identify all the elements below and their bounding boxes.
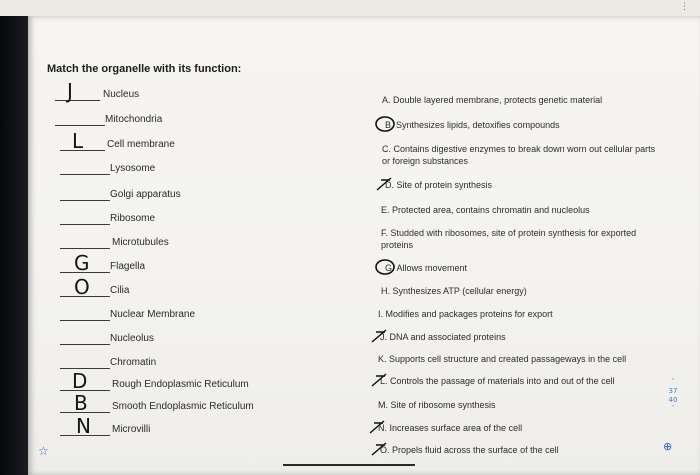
function-text: N. Increases surface area of the cell xyxy=(378,423,523,433)
function-item xyxy=(385,262,645,274)
organelle-term: Mitochondria xyxy=(105,114,163,125)
handwritten-answer: O xyxy=(74,275,90,299)
function-text: O. Propels fluid across the surface of the cell xyxy=(380,445,559,455)
star-icon[interactable]: ☆ xyxy=(38,444,49,458)
organelle-term: Flagella xyxy=(110,261,146,272)
crossed-letter-mark xyxy=(370,328,390,344)
answer-blank xyxy=(60,320,110,321)
function-text: D. Site of protein synthesis xyxy=(385,180,493,190)
page-indicator xyxy=(667,378,679,414)
organelle-term: Smooth Endoplasmic Reticulum xyxy=(112,401,254,412)
function-text: G. Allows movement xyxy=(385,263,468,273)
function-item xyxy=(385,119,645,131)
answer-blank xyxy=(55,125,105,126)
handwritten-answer: G xyxy=(74,251,90,275)
answer-blank xyxy=(60,224,110,225)
left-edge-shadow xyxy=(0,16,28,475)
crossed-letter-mark xyxy=(370,372,390,388)
page-current: 37 xyxy=(668,387,678,395)
function-item xyxy=(381,285,641,297)
organelle-term: Golgi apparatus xyxy=(110,189,181,200)
organelle-term: Chromatin xyxy=(110,357,157,368)
organelle-term: Nucleus xyxy=(103,89,140,100)
function-text: J. DNA and associated proteins xyxy=(380,332,506,342)
organelle-term: Microtubules xyxy=(112,237,169,248)
answer-blank xyxy=(60,174,110,175)
function-text: A. Double layered membrane, protects genetic material xyxy=(382,95,603,105)
function-text: F. Studded with ribosomes, site of protein synthesis for exported proteins xyxy=(381,228,637,250)
organelle-term: Lysosome xyxy=(110,163,156,174)
answer-blank xyxy=(60,200,110,201)
function-item xyxy=(381,204,641,216)
handwritten-answer: B xyxy=(74,391,88,415)
function-text: L. Controls the passage of materials into and out of the cell xyxy=(380,376,615,386)
function-text: B. Synthesizes lipids, detoxifies compounds xyxy=(385,120,560,130)
answer-blank xyxy=(60,248,110,249)
handwritten-answer: N xyxy=(76,414,91,438)
function-text: K. Supports cell structure and created passageways in the cell xyxy=(378,354,627,364)
circled-letter-mark xyxy=(375,116,395,132)
function-text: C. Contains digestive enzymes to break down worn out cellular parts or foreign substances xyxy=(382,144,656,166)
function-item xyxy=(380,375,650,387)
page-total: 40 xyxy=(668,396,678,404)
handwritten-answer: D xyxy=(72,369,88,393)
organelle-term: Ribosome xyxy=(110,213,156,224)
chevron-down-icon[interactable]: ˇ xyxy=(671,405,675,413)
function-item xyxy=(385,179,645,191)
function-item xyxy=(380,331,640,343)
function-text: E. Protected area, contains chromatin and nucleolus xyxy=(381,205,590,215)
function-item xyxy=(378,353,648,365)
circled-letter-mark xyxy=(375,259,395,275)
chevron-up-icon[interactable]: ˆ xyxy=(671,378,675,386)
more-options-icon[interactable]: ⋮ xyxy=(680,2,690,12)
organelle-term: Rough Endoplasmic Reticulum xyxy=(112,379,249,390)
answer-blank xyxy=(55,100,100,101)
function-text: M. Site of ribosome synthesis xyxy=(378,400,496,410)
function-item xyxy=(378,399,638,411)
organelle-term: Nuclear Membrane xyxy=(110,309,196,320)
crossed-letter-mark xyxy=(375,176,395,192)
function-item xyxy=(382,94,642,106)
function-item xyxy=(378,422,638,434)
zoom-icon[interactable]: ⊕ xyxy=(663,440,673,453)
worksheet-title: Match the organelle with its function: xyxy=(47,63,242,75)
page-scroll-bar[interactable] xyxy=(283,464,415,466)
handwritten-answer: L xyxy=(72,129,84,153)
organelle-term: Cilia xyxy=(110,285,130,296)
organelle-term: Nucleolus xyxy=(110,333,154,344)
answer-blank xyxy=(60,344,110,345)
handwritten-answer: J xyxy=(67,79,73,103)
function-item xyxy=(380,444,640,456)
crossed-letter-mark xyxy=(370,441,390,457)
function-item xyxy=(381,227,661,251)
function-item xyxy=(378,308,638,320)
function-text: I. Modifies and packages proteins for export xyxy=(378,309,553,319)
organelle-term: Cell membrane xyxy=(107,139,175,150)
organelle-term: Microvilli xyxy=(112,424,151,435)
crossed-letter-mark xyxy=(368,419,388,435)
function-text: H. Synthesizes ATP (cellular energy) xyxy=(381,286,527,296)
browser-top-bar xyxy=(0,0,700,16)
function-item xyxy=(382,143,660,167)
